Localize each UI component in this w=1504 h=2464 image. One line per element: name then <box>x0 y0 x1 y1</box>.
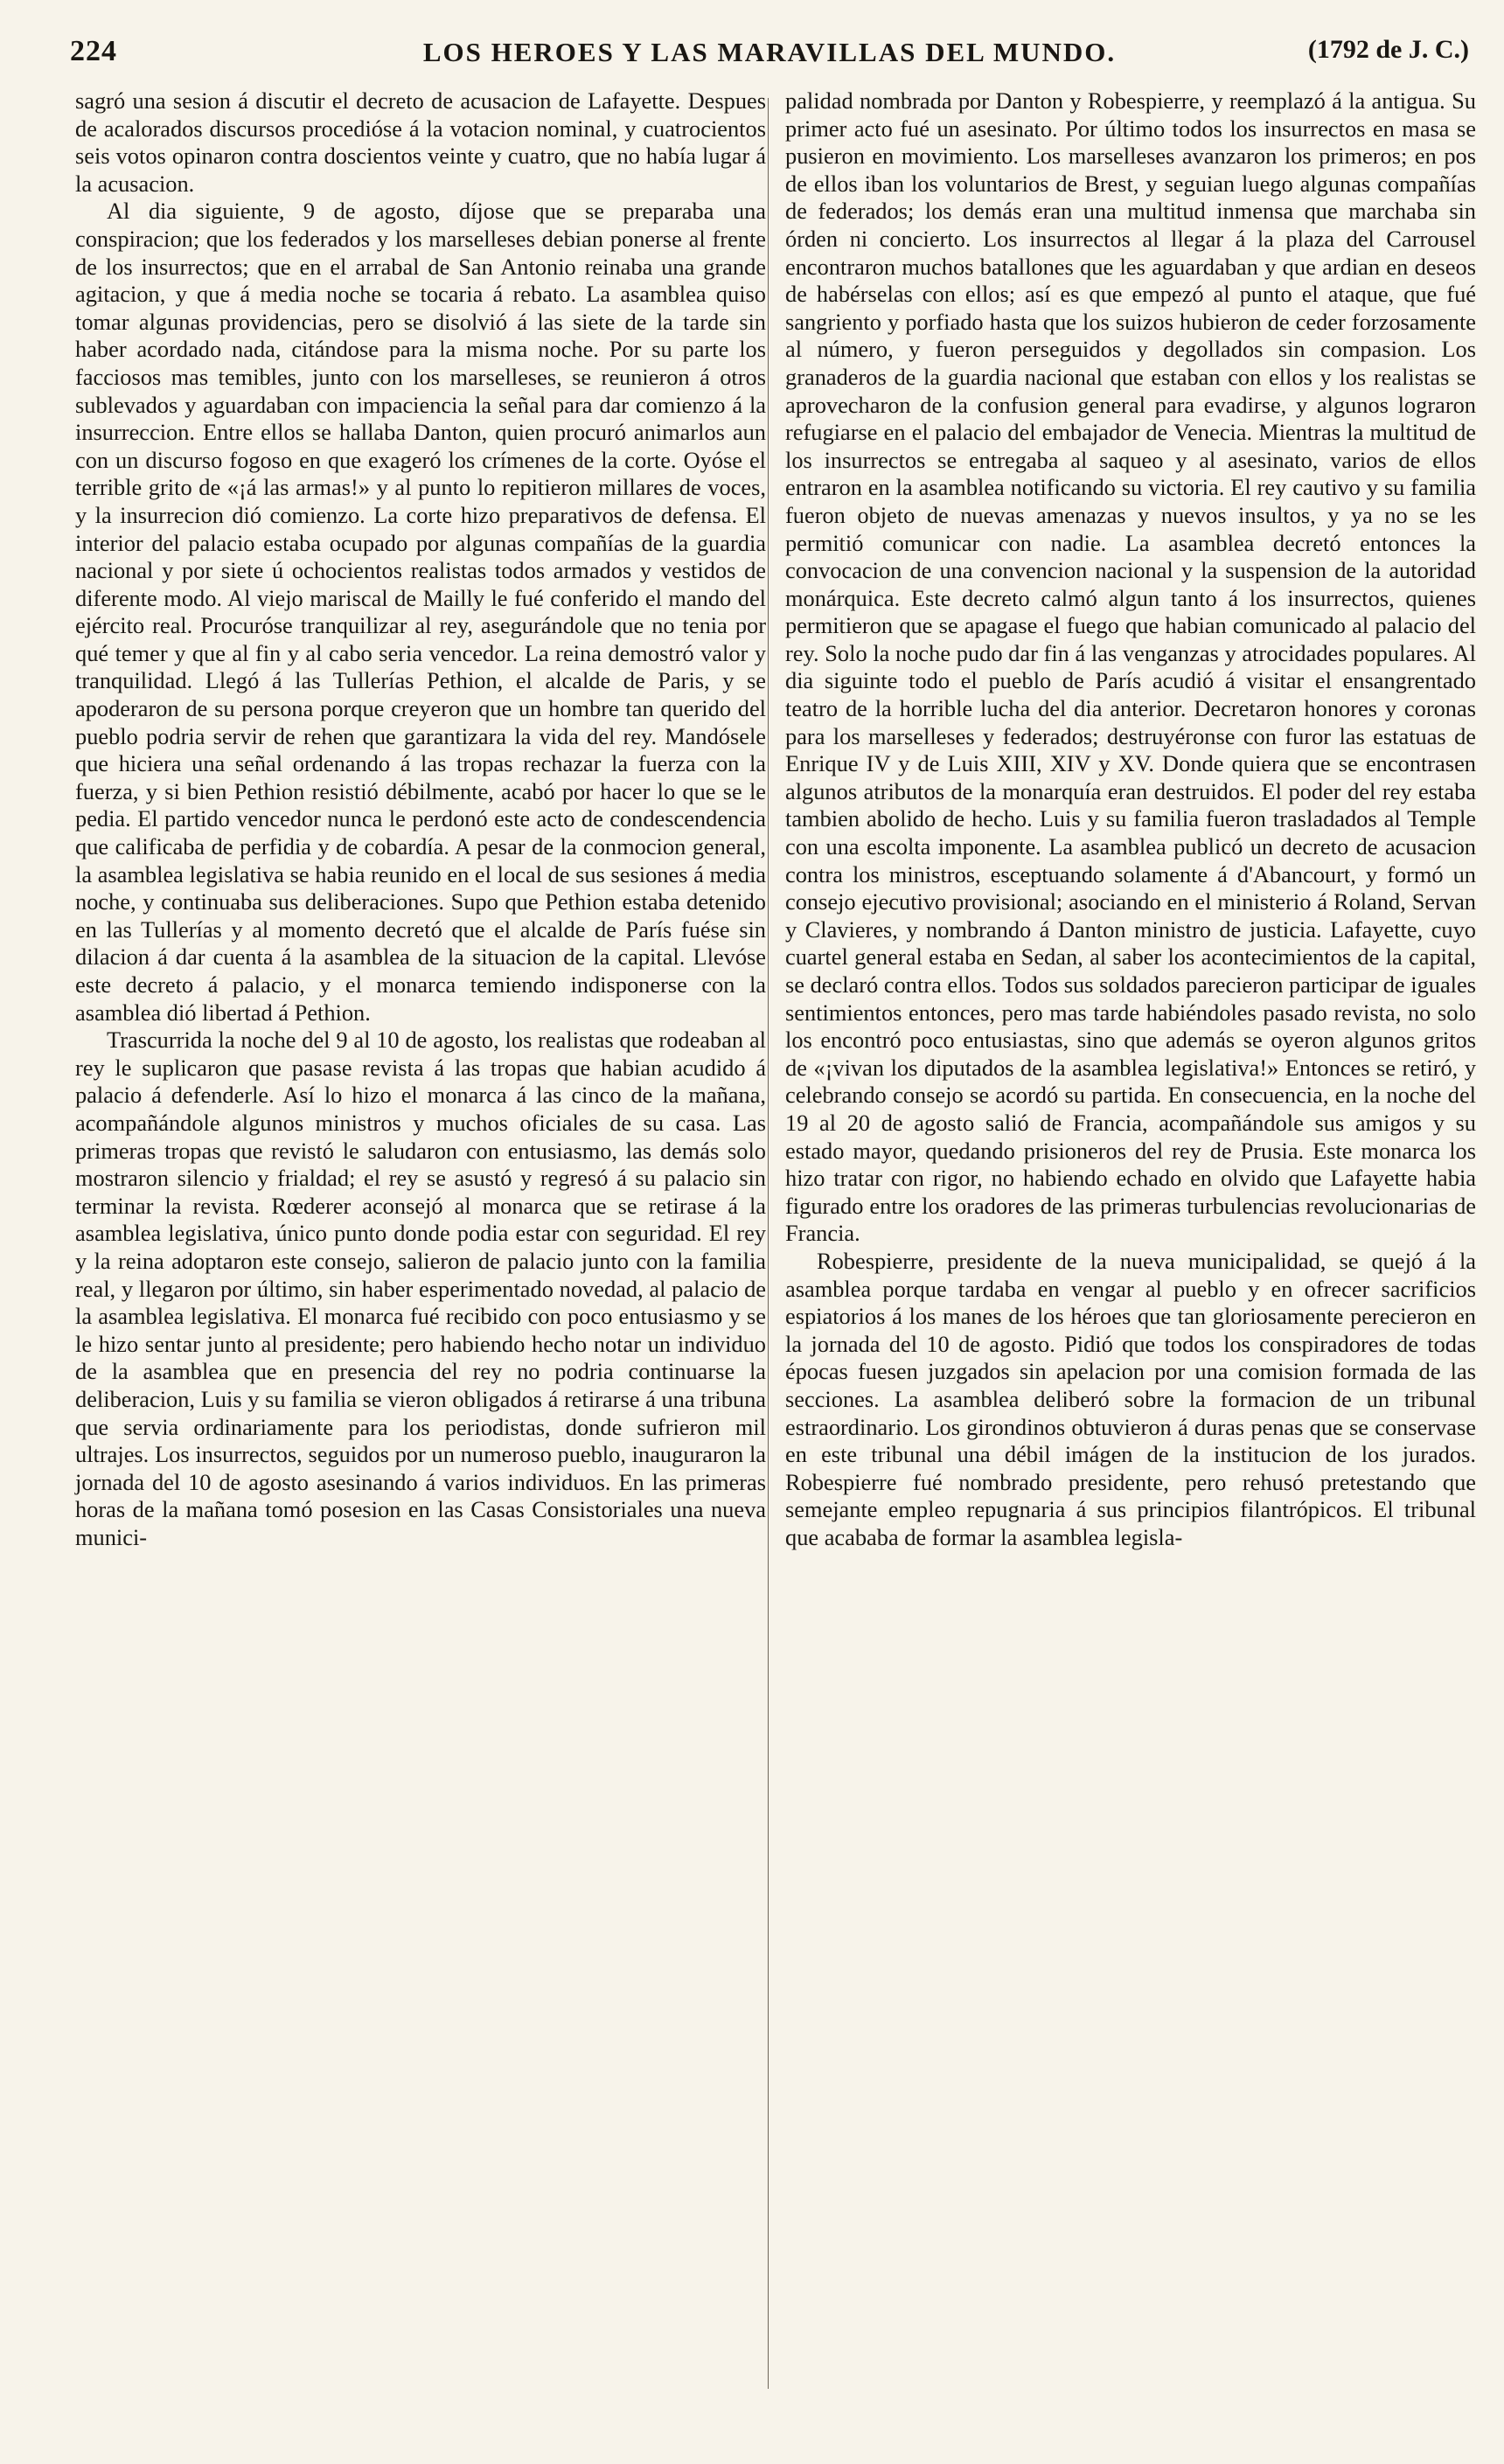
running-title: LOS HEROES Y LAS MARAVILLAS DEL MUNDO. <box>422 37 1117 67</box>
page-number: 224 <box>70 35 117 67</box>
column-divider <box>768 98 769 2389</box>
page-header <box>70 35 1469 87</box>
left-column <box>75 87 766 1551</box>
paragraph: Robespierre, presidente de la nueva municipalidad, se quejó á la asamblea porque tardaba en vengar al pueblo y en ofrecer sacrificios espiatorios á los manes de los héroes que tan gloriosamente perecieron en la jornada del 10 de agosto. Pidió que todos los conspiradores de todas épocas fuesen juzgados sin apelacion por una comision formada de las secciones. La asamblea deliberó sobre la formacion de un tribunal estraordinario. Los girondinos obtuvieron á duras penas que se conservase en este tribunal una débil imágen de la institucion de los jurados. Robespierre fué nombrado presidente, pero rehusó pretestando que semejante empleo repugnaria á sus principios filantrópicos. El tribunal que acababa de formar la asamblea legisla- <box>785 1247 1476 1550</box>
right-column <box>785 87 1476 1551</box>
year-reference: (1792 de J. C.) <box>1307 35 1469 64</box>
paragraph: sagró una sesion á discutir el decreto de acusacion de Lafayette. Despues de acalorados discursos procedióse á la votacion nominal, y cuatrocientos seis votos opinaron contra doscientos veinte y cuatro, que no había lugar á la acusacion. <box>75 87 766 197</box>
paragraph: Al dia siguiente, 9 de agosto, díjose que se preparaba una conspiracion; que los federados y los marselleses debian ponerse al frente de los insurrectos; que en el arrabal de San Antonio reinaba una grande agitacion, y que á media noche se tocaria á rebato. La asamblea quiso tomar algunas providencias, pero se disolvió á las siete de la tarde sin haber acordado nada, citándose para la misma noche. Por su parte los facciosos mas temibles, junto con los marselleses, se reunieron á otros sublevados y aguardaban con impaciencia la señal para dar comienzo á la insurreccion. Entre ellos se hallaba Danton, quien procuró animarlos aun con un discurso fogoso en que exageró los crímenes de la corte. Oyóse el terrible grito de «¡á las armas!» y al punto lo repitieron millares de voces, y la insurrecion dió comienzo. La corte hizo preparativos de defensa. El interior del palacio estaba ocupado por algunas compañías de la guardia nacional y por siete ú ochocientos realistas todos armados y vestidos de diferente modo. Al viejo mariscal de Mailly le fué conferido el mando del ejército real. Procuróse tranquilizar al rey, asegurándole que no tenia por qué temer y que al fin y al cabo seria vencedor. La reina demostró valor y tranquilidad. Llegó á las Tullerías Pethion, el alcalde de Paris, y se apoderaron de su persona porque creyeron que un hombre tan querido del pueblo podria servir de rehen que garantizara la vida del rey. Mandósele que hiciera una señal ordenando á las tropas rechazar la fuerza con la fuerza, y si bien Pethion resistió débilmente, acabó por hacer lo que se le pedia. El partido vencedor nunca le perdonó este acto de condescendencia que calificaba de perfidia y de cobardía. A pesar de la conmocion general, la asamblea legislativa se habia reunido en el local de sus sesiones á media noche, y continuaba sus deliberaciones. Supo que Pethion estaba detenido en las Tullerías y al momento decretó que el alcalde de París fuése sin dilacion á dar cuenta á la asamblea de la situacion de la capital. Llevóse este decreto á palacio, y el monarca temiendo indisponerse con la asamblea dió libertad á Pethion. <box>75 198 766 1026</box>
paragraph: palidad nombrada por Danton y Robespierre, y reemplazó á la antigua. Su primer acto fué un asesinato. Por último todos los insurrectos en masa se pusieron en movimiento. Los marselleses avanzaron los primeros; en pos de ellos iban los voluntarios de Brest, y seguian luego algunas compañías de federados; los demás eran una multitud inmensa que marchaba sin órden ni concierto. Los insurrectos al llegar á la plaza del Carrousel encontraron muchos batallones que les aguardaban y que ardian en deseos de habérselas con ellos; así es que empezó al punto el ataque, que fué sangriento y porfiado hasta que los suizos hubieron de ceder forzosamente al número, y fueron perseguidos y degollados sin compasion. Los granaderos de la guardia nacional que estaban con ellos y los realistas se aprovecharon de la confusion general para evadirse, y algunos lograron refugiarse en el palacio del embajador de Venecia. Mientras la multitud de los insurrectos se entregaba al saqueo y al asesinato, varios de ellos entraron en la asamblea notificando su victoria. El rey cautivo y su familia fueron objeto de nuevas amenazas y nuevos insultos, y ya no se les permitió comunicar con nadie. La asamblea decretó entonces la convocacion de una convencion nacional y la suspension de la autoridad monárquica. Este decreto calmó algun tanto á los insurrectos, quienes permitieron que se apagase el fuego que habian comunicado al palacio del rey. Solo la noche pudo dar fin á las venganzas y atrocidades populares. Al dia siguinte todo el pueblo de París acudió á visitar el ensangrentado teatro de la horrible lucha del dia anterior. Decretaron honores y coronas para los marselleses y federados; destruyéronse con furor las estatuas de Enrique IV y de Luis XIII, XIV y XV. Donde quiera que se encontrasen algunos atributos de la monarquía eran destruidos. El poder del rey estaba tambien abolido de hecho. Luis y su familia fueron trasladados al Temple con una escolta imponente. La asamblea publicó un decreto de acusacion contra los ministros, esceptuando solamente á d'Abancourt, y formó un consejo ejecutivo provisional; asociando en el ministerio á Roland, Servan y Clavieres, y nombrando á Danton ministro de justicia. Lafayette, cuyo cuartel general estaba en Sedan, al saber los acontecimientos de la capital, se declaró contra ellos. Todos sus soldados parecieron participar de iguales sentimientos entonces, pero mas tarde habiéndoles pasado revista, no solo los encontró poco entusiastas, sino que además se oyeron algunos gritos de «¡vivan los diputados de la asamblea legislativa!» Entonces se retiró, y celebrando consejo se acordó su partida. En consecuencia, en la noche del 19 al 20 de agosto salió de Francia, acompañándole sus amigos y su estado mayor, quedando prisioneros del rey de Prusia. Este monarca los hizo tratar con rigor, no habiendo echado en olvido que Lafayette habia figurado entre los oradores de las primeras turbulencias revolucionarias de Francia. <box>785 87 1476 1247</box>
paragraph: Trascurrida la noche del 9 al 10 de agosto, los realistas que rodeaban al rey le suplicaron que pasase revista á las tropas que habian acudido á palacio á defenderle. Así lo hizo el monarca á las cinco de la mañana, acompañándole algunos ministros y muchos oficiales de su casa. Las primeras tropas que revistó le saludaron con entusiasmo, las demás solo mostraron silencio y frialdad; el rey se asustó y regresó á su palacio sin terminar la revista. Rœderer aconsejó al monarca que se retirase á la asamblea legislativa, único punto donde podia estar con seguridad. El rey y la reina adoptaron este consejo, salieron de palacio junto con la familia real, y llegaron por último, sin haber esperimentado novedad, al palacio de la asamblea legislativa. El monarca fué recibido con poco entusiasmo y se le hizo sentar junto al presidente; pero habiendo hecho notar un individuo de la asamblea que en presencia del rey no podria continuarse la deliberacion, Luis y su familia se vieron obligados á retirarse á una tribuna que servia ordinariamente para los periodistas, donde sufrieron mil ultrajes. Los insurrectos, seguidos por un numeroso pueblo, inauguraron la jornada del 10 de agosto asesinando á varios individuos. En las primeras horas de la mañana tomó posesion en las Casas Consistoriales una nueva munici- <box>75 1027 766 1550</box>
